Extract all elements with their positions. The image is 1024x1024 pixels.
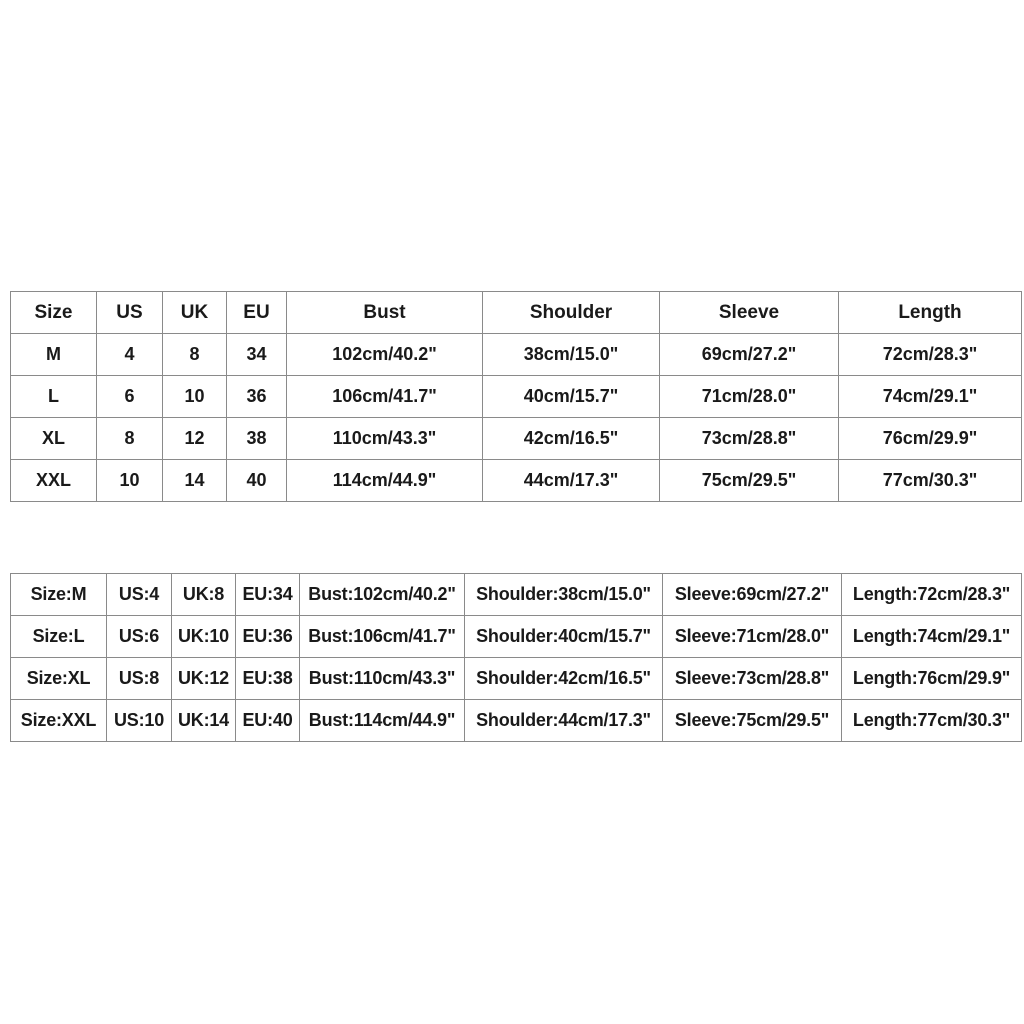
cell-length: 72cm/28.3" (839, 334, 1022, 376)
cell-bust: 114cm/44.9" (287, 460, 483, 502)
cell-length: 74cm/29.1" (839, 376, 1022, 418)
cell-us: US:6 (107, 616, 172, 658)
cell-shoulder: Shoulder:42cm/16.5" (465, 658, 663, 700)
cell-us: 6 (97, 376, 163, 418)
cell-size: Size:XL (11, 658, 107, 700)
cell-length: 76cm/29.9" (839, 418, 1022, 460)
cell-us: 10 (97, 460, 163, 502)
header-eu: EU (227, 292, 287, 334)
cell-shoulder: 40cm/15.7" (483, 376, 660, 418)
table-row (11, 376, 1022, 418)
cell-uk: UK:8 (172, 574, 236, 616)
cell-uk: 12 (163, 418, 227, 460)
cell-size: Size:L (11, 616, 107, 658)
cell-eu: EU:40 (236, 700, 300, 742)
header-bust: Bust (287, 292, 483, 334)
cell-size: L (11, 376, 97, 418)
cell-eu: 34 (227, 334, 287, 376)
table-row (11, 658, 1022, 700)
cell-length: Length:77cm/30.3" (842, 700, 1022, 742)
cell-sleeve: Sleeve:75cm/29.5" (663, 700, 842, 742)
header-sleeve: Sleeve (660, 292, 839, 334)
cell-bust: 110cm/43.3" (287, 418, 483, 460)
table-row (11, 700, 1022, 742)
cell-eu: 38 (227, 418, 287, 460)
cell-us: 4 (97, 334, 163, 376)
cell-eu: 36 (227, 376, 287, 418)
cell-sleeve: 71cm/28.0" (660, 376, 839, 418)
cell-shoulder: 44cm/17.3" (483, 460, 660, 502)
header-shoulder: Shoulder (483, 292, 660, 334)
cell-size: Size:XXL (11, 700, 107, 742)
cell-sleeve: 69cm/27.2" (660, 334, 839, 376)
table-row (11, 334, 1022, 376)
cell-uk: 8 (163, 334, 227, 376)
cell-shoulder: Shoulder:40cm/15.7" (465, 616, 663, 658)
cell-length: 77cm/30.3" (839, 460, 1022, 502)
table-row (11, 574, 1022, 616)
cell-bust: 102cm/40.2" (287, 334, 483, 376)
header-us: US (97, 292, 163, 334)
cell-bust: 106cm/41.7" (287, 376, 483, 418)
cell-sleeve: Sleeve:71cm/28.0" (663, 616, 842, 658)
cell-uk: 10 (163, 376, 227, 418)
cell-uk: UK:12 (172, 658, 236, 700)
cell-bust: Bust:106cm/41.7" (300, 616, 465, 658)
cell-us: US:4 (107, 574, 172, 616)
cell-eu: 40 (227, 460, 287, 502)
cell-eu: EU:38 (236, 658, 300, 700)
cell-uk: UK:10 (172, 616, 236, 658)
cell-bust: Bust:102cm/40.2" (300, 574, 465, 616)
table-row (11, 460, 1022, 502)
cell-length: Length:72cm/28.3" (842, 574, 1022, 616)
size-list-table (10, 573, 1022, 742)
header-uk: UK (163, 292, 227, 334)
cell-uk: 14 (163, 460, 227, 502)
header-size: Size (11, 292, 97, 334)
cell-sleeve: Sleeve:69cm/27.2" (663, 574, 842, 616)
cell-us: US:10 (107, 700, 172, 742)
cell-size: XL (11, 418, 97, 460)
cell-shoulder: Shoulder:44cm/17.3" (465, 700, 663, 742)
cell-size: XXL (11, 460, 97, 502)
cell-bust: Bust:114cm/44.9" (300, 700, 465, 742)
cell-bust: Bust:110cm/43.3" (300, 658, 465, 700)
cell-us: US:8 (107, 658, 172, 700)
table-row (11, 616, 1022, 658)
cell-sleeve: 75cm/29.5" (660, 460, 839, 502)
cell-us: 8 (97, 418, 163, 460)
cell-size: Size:M (11, 574, 107, 616)
cell-shoulder: 42cm/16.5" (483, 418, 660, 460)
size-chart-table (10, 291, 1022, 502)
cell-size: M (11, 334, 97, 376)
cell-shoulder: 38cm/15.0" (483, 334, 660, 376)
cell-length: Length:76cm/29.9" (842, 658, 1022, 700)
cell-sleeve: 73cm/28.8" (660, 418, 839, 460)
cell-shoulder: Shoulder:38cm/15.0" (465, 574, 663, 616)
header-length: Length (839, 292, 1022, 334)
cell-eu: EU:36 (236, 616, 300, 658)
cell-uk: UK:14 (172, 700, 236, 742)
table-row (11, 418, 1022, 460)
cell-length: Length:74cm/29.1" (842, 616, 1022, 658)
table-header-row (11, 292, 1022, 334)
cell-sleeve: Sleeve:73cm/28.8" (663, 658, 842, 700)
cell-eu: EU:34 (236, 574, 300, 616)
